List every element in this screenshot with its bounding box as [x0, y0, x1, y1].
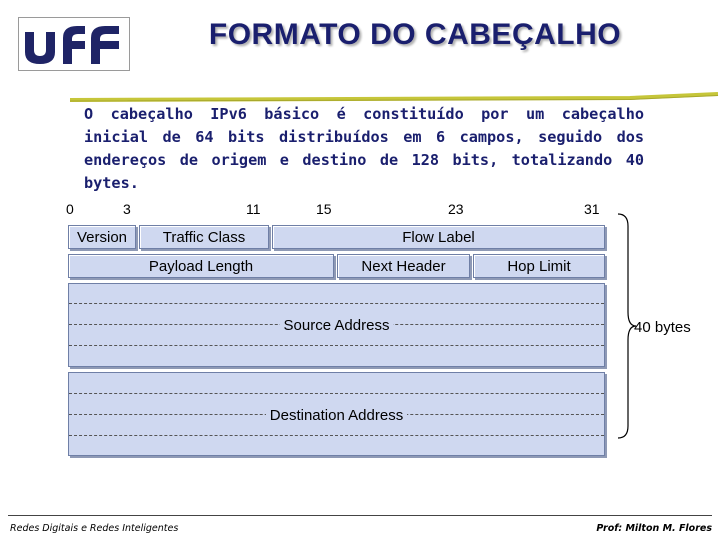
footer-course-name: Redes Digitais e Redes Inteligentes: [10, 523, 179, 534]
footer-author: Prof: Milton M. Flores: [596, 523, 712, 534]
bit-position-11: 11: [246, 201, 261, 217]
word-divider: [69, 303, 604, 304]
bit-position-0: 0: [66, 201, 74, 217]
destination-address-label: Destination Address: [69, 407, 604, 424]
field-hop-limit: Hop Limit: [473, 254, 605, 278]
field-flow-label: Flow Label: [272, 225, 605, 249]
field-traffic-class: Traffic Class: [139, 225, 269, 249]
field-version: Version: [68, 225, 136, 249]
uff-logo-graphic: [19, 18, 129, 70]
field-next-header: Next Header: [337, 254, 470, 278]
header-size-label: 40 bytes: [634, 319, 691, 336]
field-destination-address: [68, 372, 605, 456]
word-divider: [69, 345, 604, 346]
description-text: O cabeçalho IPv6 básico é constituído por um cabeçalho inicial de 64 bits distribuídos em 6 campos, seguido dos endereços de origem e destino de 128 bits, totalizando 40 bytes.: [84, 105, 644, 192]
curly-brace-icon: [606, 212, 636, 440]
source-address-label: Source Address: [69, 317, 604, 334]
word-divider: [69, 393, 604, 394]
bit-position-23: 23: [448, 201, 464, 217]
uff-logo: [18, 17, 130, 71]
page-title: FORMATO DO CABEÇALHO: [208, 18, 622, 51]
field-payload-length: Payload Length: [68, 254, 334, 278]
footer-divider: [8, 515, 712, 516]
bit-position-3: 3: [123, 201, 131, 217]
bit-position-31: 31: [584, 201, 600, 217]
field-source-address: [68, 283, 605, 367]
bit-position-15: 15: [316, 201, 332, 217]
word-divider: [69, 435, 604, 436]
